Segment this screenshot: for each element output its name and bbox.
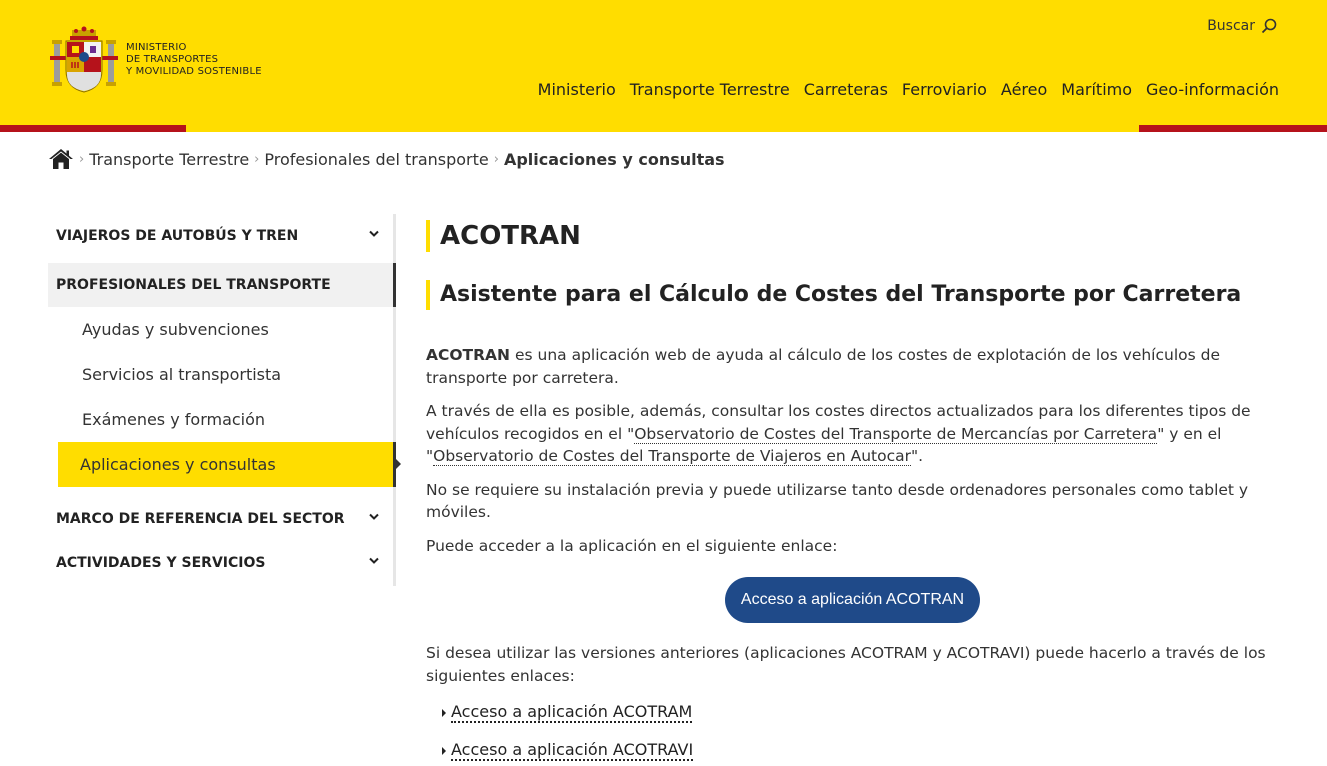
sidebar-section-actividades[interactable] [48, 541, 393, 585]
chevron-down-icon [369, 230, 379, 238]
observatorio-text-a: A través de ella es posible, además, consultar los costes directos actualizados para los diferentes tipos de vehículos recogidos en el " [426, 402, 1251, 443]
observatorio-mercancias-link[interactable]: Observatorio de Costes del Transporte de Mercancías por Carretera [634, 424, 1158, 443]
sidebar-menu [48, 214, 396, 586]
nav-transporte-terrestre[interactable]: Transporte Terrestre [629, 80, 790, 99]
sidebar-item-label: Exámenes y formación [82, 410, 266, 429]
breadcrumb-separator: › [493, 151, 499, 167]
observatorio-text-b: " y en el " [426, 424, 1222, 465]
intro-paragraph [426, 344, 1286, 389]
main-navigation [524, 80, 1279, 99]
ministry-logo[interactable] [50, 26, 262, 94]
search-icon [1261, 18, 1277, 34]
search-label: Buscar [1207, 18, 1255, 34]
acotram-link[interactable]: Acceso a aplicación ACOTRAM [451, 702, 693, 721]
chevron-down-icon [369, 557, 379, 565]
sidebar-section-viajeros[interactable] [48, 214, 393, 258]
chevron-down-icon [369, 513, 379, 521]
active-pointer-icon [396, 459, 401, 469]
ministry-name-line-3: Y MOVILIDAD SOSTENIBLE [126, 66, 262, 77]
acotravi-link[interactable]: Acceso a aplicación ACOTRAVI [451, 740, 694, 759]
main-content [426, 220, 1286, 766]
search-button[interactable] [1207, 18, 1277, 34]
breadcrumb-current-page: Aplicaciones y consultas [503, 149, 725, 169]
sidebar-item-aplicaciones[interactable] [58, 442, 396, 487]
ministry-name-line-2: DE TRANSPORTES [126, 54, 219, 65]
observatorio-paragraph [426, 400, 1286, 468]
breadcrumb-transporte-terrestre[interactable]: Transporte Terrestre [89, 149, 250, 169]
breadcrumb-separator: › [79, 151, 85, 167]
button-container [426, 577, 1279, 623]
sidebar-section-label: MARCO DE REFERENCIA DEL SECTOR [56, 511, 345, 527]
sidebar-section-label: VIAJEROS DE AUTOBÚS Y TREN [56, 228, 299, 244]
breadcrumb-profesionales[interactable]: Profesionales del transporte [264, 149, 489, 169]
list-item [442, 702, 1286, 724]
bullet-arrow-icon [442, 747, 446, 755]
breadcrumb [48, 148, 725, 170]
page-subtitle: Asistente para el Cálculo de Costes del Transporte por Carretera [426, 280, 1286, 310]
nav-maritimo[interactable]: Marítimo [1061, 80, 1133, 99]
list-item [442, 740, 1286, 762]
observatorio-text-c: ". [910, 447, 924, 465]
nav-aereo[interactable]: Aéreo [1000, 80, 1048, 99]
nav-carreteras[interactable]: Carreteras [803, 80, 888, 99]
ministry-name [126, 42, 262, 78]
breadcrumb-separator: › [254, 151, 260, 167]
sidebar-item-examenes[interactable] [48, 397, 393, 442]
bullet-arrow-icon [442, 709, 446, 717]
previous-versions-paragraph: Si desea utilizar las versiones anteriores (aplicaciones ACOTRAM y ACOTRAVI) puede hacerlo a través de los siguientes enlaces: [426, 644, 1266, 685]
sidebar-section-label: PROFESIONALES DEL TRANSPORTE [56, 277, 331, 293]
acotran-access-button[interactable]: Acceso a aplicación ACOTRAN [725, 577, 980, 623]
access-paragraph: Puede acceder a la aplicación en el siguiente enlace: [426, 536, 838, 555]
installation-paragraph: No se requiere su instalación previa y puede utilizarse tanto desde ordenadores personales como tablet y móviles. [426, 480, 1249, 521]
intro-app-name: ACOTRAN [426, 346, 511, 364]
site-header [0, 0, 1327, 125]
coat-of-arms-icon [50, 26, 118, 94]
observatorio-viajeros-link[interactable]: Observatorio de Costes del Transporte de Viajeros en Autocar [433, 447, 911, 465]
stripe-red-left [0, 125, 186, 132]
ministry-name-line-1: MINISTERIO [126, 42, 187, 53]
stripe-red-right [1139, 125, 1327, 132]
nav-ministerio[interactable]: Ministerio [537, 80, 616, 99]
sidebar-item-ayudas[interactable] [48, 307, 393, 352]
sidebar-section-profesionales[interactable] [48, 263, 396, 307]
sidebar-item-label: Ayudas y subvenciones [82, 320, 269, 339]
sidebar-section-marco[interactable] [48, 497, 393, 541]
nav-geo-informacion[interactable]: Geo-información [1146, 80, 1279, 99]
header-color-stripe [0, 125, 1327, 132]
previous-versions-list [426, 702, 1286, 762]
page-title: ACOTRAN [426, 220, 1286, 252]
sidebar-item-label: Servicios al transportista [82, 365, 282, 384]
sidebar-item-label: Aplicaciones y consultas [80, 455, 276, 474]
sidebar-item-servicios[interactable] [48, 352, 393, 397]
nav-ferroviario[interactable]: Ferroviario [901, 80, 987, 99]
intro-text: es una aplicación web de ayuda al cálculo de los costes de explotación de los vehículos de transporte por carretera. [426, 346, 1221, 387]
home-icon[interactable] [48, 148, 74, 170]
sidebar-section-label: ACTIVIDADES Y SERVICIOS [56, 555, 266, 571]
